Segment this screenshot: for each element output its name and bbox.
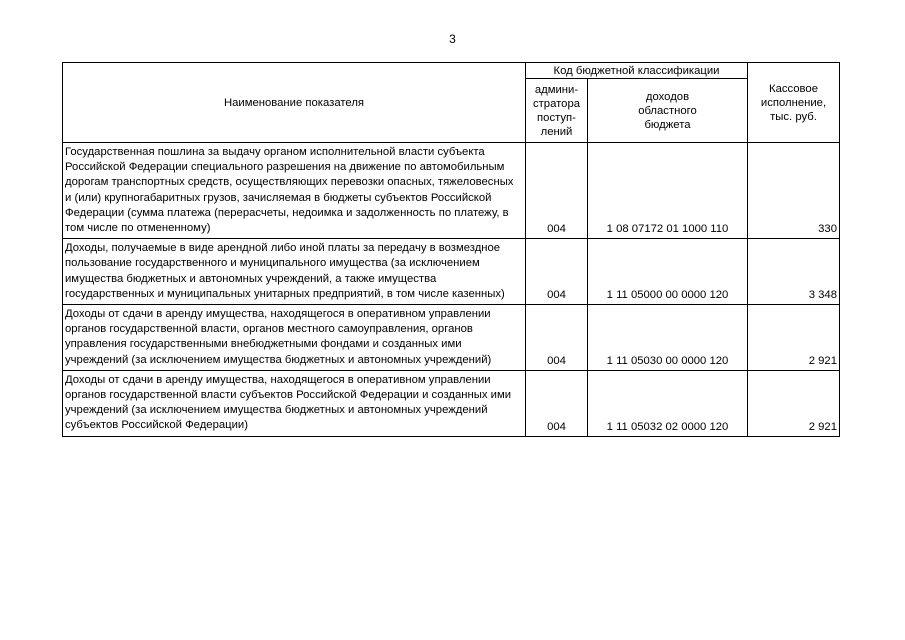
row-admin: 004 [526,239,588,305]
row-name: Доходы от сдачи в аренду имущества, находящегося в оперативном управлении органов государственной власти субъектов Российской Федерации и созданных ими учреждений (за исключением имущества бюджетных и автономных учреждений субъектов Российской Федерации) [63,370,526,436]
header-code-group: Код бюджетной классификации [526,63,748,79]
row-amount: 330 [748,143,840,239]
header-execution: Кассовое исполнение, тыс. руб. [748,63,840,143]
row-code: 1 11 05032 02 0000 120 [588,370,748,436]
row-amount: 2 921 [748,370,840,436]
row-amount: 2 921 [748,305,840,371]
table-row [63,143,840,239]
row-amount: 3 348 [748,239,840,305]
row-name: Доходы, получаемые в виде арендной либо иной платы за передачу в возмездное пользование государственного и муниципального имущества (за исключением имущества бюджетных и автономных учреждений, а также имущества государственных и муниципальных унитарных предприятий, в том числе казенных) [63,239,526,305]
row-code: 1 11 05000 00 0000 120 [588,239,748,305]
row-admin: 004 [526,305,588,371]
row-admin: 004 [526,370,588,436]
row-code: 1 11 05030 00 0000 120 [588,305,748,371]
row-name: Доходы от сдачи в аренду имущества, находящегося в оперативном управлении органов государственной власти, органов местного самоуправления, органов управления государственными внебюджетными фондами и созданных ими учреждений (за исключением имущества бюджетных и автономных учреждений) [63,305,526,371]
table-row [63,239,840,305]
header-income: доходов областного бюджета [588,79,748,143]
budget-table [62,62,840,437]
page-number: 3 [449,32,456,46]
header-name: Наименование показателя [63,63,526,143]
header-admin: админи- стратора поступ- лений [526,79,588,143]
row-code: 1 08 07172 01 1000 110 [588,143,748,239]
row-name: Государственная пошлина за выдачу органом исполнительной власти субъекта Российской Федерации специального разрешения на движение по автомобильным дорогам транспортных средств, осуществляющих перевозки опасных, тяжеловесных и (или) крупногабаритных грузов, зачисляемая в бюджеты субъектов Российской Федерации (сумма платежа (перерасчеты, недоимка и задолженность по платежу, в том числе по отмененному) [63,143,526,239]
table-row [63,305,840,371]
row-admin: 004 [526,143,588,239]
table-row [63,370,840,436]
